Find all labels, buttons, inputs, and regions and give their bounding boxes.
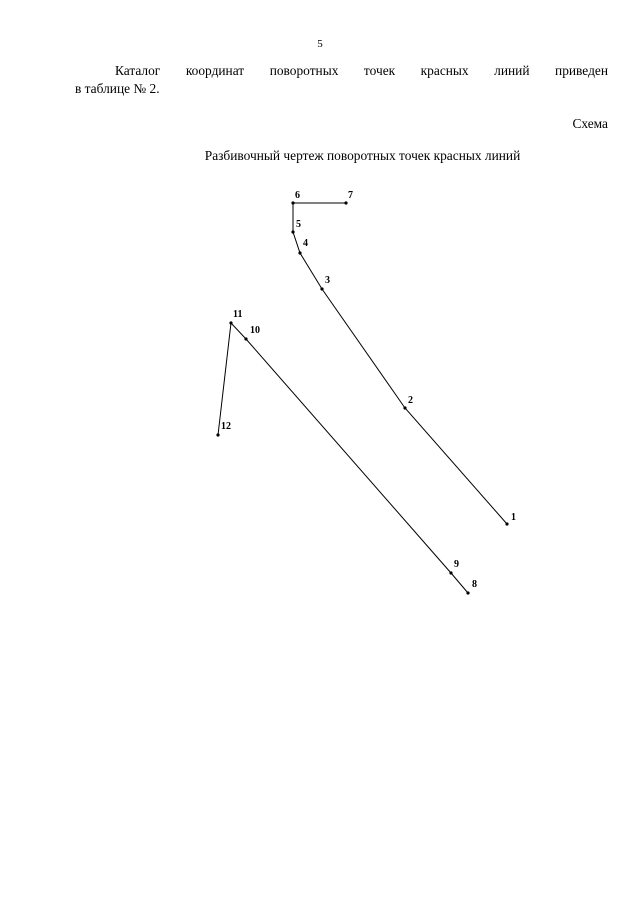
turning-point-11 [229,321,232,324]
red-line-1 [293,203,507,524]
turning-point-3 [320,287,323,290]
turning-point-6 [291,201,294,204]
turning-point-1 [505,522,508,525]
turning-point-7 [344,201,347,204]
turning-point-10 [244,337,247,340]
turning-point-label-5: 5 [296,219,301,230]
turning-point-label-1: 1 [511,512,516,523]
turning-point-label-2: 2 [408,395,413,406]
turning-point-label-12: 12 [221,421,231,432]
turning-point-label-8: 8 [472,579,477,590]
paragraph-line-2: в таблице № 2. [75,81,160,96]
red-line-2 [218,323,468,593]
turning-point-9 [449,571,452,574]
schema-label: Схема [572,116,608,131]
turning-point-8 [466,591,469,594]
turning-point-label-10: 10 [250,325,260,336]
turning-point-label-3: 3 [325,275,330,286]
page-number: 5 [317,38,323,50]
drawing-title: Разбивочный чертеж поворотных точек красных линий [204,148,521,163]
red-lines-layer [218,203,507,593]
turning-point-12 [216,433,219,436]
turning-point-4 [298,251,301,254]
turning-point-label-9: 9 [454,559,459,570]
turning-point-label-4: 4 [303,238,308,249]
turning-points-layer [216,190,516,595]
turning-point-label-6: 6 [295,190,300,201]
paragraph-line-1: Каталог координат поворотных точек красных линий приведен [115,63,608,78]
turning-point-label-7: 7 [348,190,353,201]
turning-point-5 [291,230,294,233]
turning-point-label-11: 11 [233,309,243,320]
turning-point-2 [403,406,406,409]
